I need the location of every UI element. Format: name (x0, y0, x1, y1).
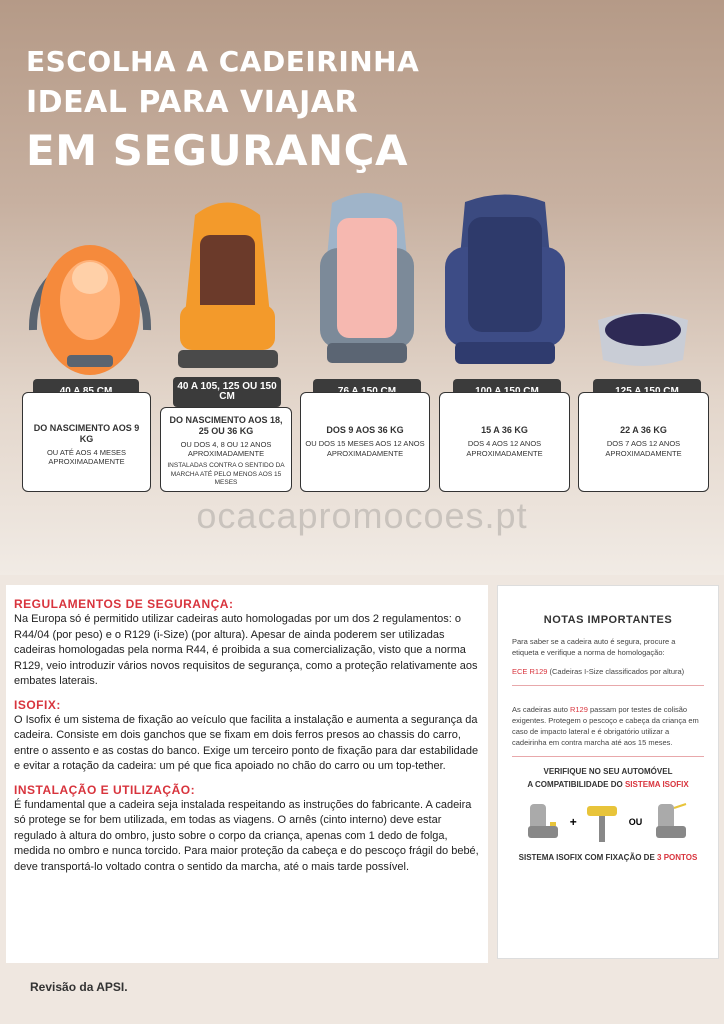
seat-card (578, 392, 709, 492)
isofix-heading-line (512, 778, 704, 791)
seat-card (300, 392, 430, 492)
weight-range: DOS 9 AOS 36 KG (326, 425, 404, 435)
seat-card (160, 407, 292, 492)
seat-card (22, 392, 151, 492)
age-range: OU DOS 4, 8 OU 12 ANOS APROXIMADAMENTE (180, 439, 272, 459)
seat-card (439, 392, 570, 492)
info-box (6, 585, 488, 963)
isofix-highlight: 3 PONTOS (657, 853, 698, 862)
divider (512, 685, 704, 686)
weight-range: DO NASCIMENTO AOS 9 KG (33, 423, 140, 444)
norm-highlight: R129 (569, 705, 588, 714)
notes-text: As cadeiras auto (512, 705, 570, 714)
section-body: Na Europa só é permitido utilizar cadeiras auto homologadas por um dos 2 regulamentos: o R44/04 (por peso) e o R129 (i-Size) (por altura). Apesar de ainda poderem ser utilizadas cadeiras homologadas pela norma R44, é proibida a sua comercialização, visto que a norma R129, veio introduzir vários novos requisitos de segurança, como a proteção relativamente aos embates laterais. (14, 613, 478, 687)
isofix-highlight: SISTEMA ISOFIX (624, 780, 689, 789)
divider (512, 756, 704, 757)
isofix-footer (512, 853, 704, 862)
norm-text: (Cadeiras I-Size classificados por altura) (547, 667, 685, 676)
top-tether-icon (648, 800, 692, 844)
plus-sign: + (569, 815, 577, 829)
age-range: DOS 4 AOS 12 ANOS APROXIMADAMENTE (466, 438, 543, 458)
notes-paragraph (512, 704, 704, 748)
support-leg-icon (583, 800, 623, 844)
group123-seat-illustration (312, 188, 422, 378)
section-heading: ISOFIX: (14, 697, 61, 712)
section-heading: REGULAMENTOS DE SEGURANÇA: (14, 597, 234, 611)
section-heading: INSTALAÇÃO E UTILIZAÇÃO: (14, 782, 196, 797)
convertible-seat-illustration (170, 195, 285, 380)
isofix-text: A COMPATIBILIDADE DO (527, 780, 625, 789)
norm-highlight: ECE R129 (512, 667, 548, 676)
installation-note: INSTALADAS CONTRA O SENTIDO DA MARCHA ATÉ PELO MENOS AOS 15 MESES (167, 462, 285, 486)
page-title (26, 45, 420, 175)
age-range: OU ATÉ AOS 4 MESES APROXIMADAMENTE (46, 447, 127, 467)
notes-title: NOTAS IMPORTANTES (543, 614, 673, 626)
title-line-2: IDEAL PARA VIAJAR (26, 85, 359, 120)
weight-range: 15 A 36 KG (481, 425, 528, 435)
or-label: OU (628, 817, 643, 827)
isofix-diagram (512, 797, 704, 847)
weight-range: 22 A 36 KG (620, 425, 667, 435)
watermark: ocacapromocoes.pt (196, 495, 528, 536)
weight-range: DO NASCIMENTO AOS 18, 25 OU 36 KG (169, 415, 283, 436)
age-range: OU DOS 15 MESES AOS 12 ANOS APROXIMADAMENTE (305, 438, 425, 458)
section-body: É fundamental que a cadeira seja instalada respeitando as instruções do fabricante. A cadeira só protege se for bem utilizada, em todas as viagens. O arnês (cinto interno) deve estar regulado à altura do ombro, justo sobre o corpo da criança, apenas com 1 dedo de folga, medida no ombro e nunca torcido. Para maior proteção da cabeça e do pescoço frágil do bebé, deve transportá-lo voltado contra o sentido da marcha, até o mais tarde possível. (14, 798, 479, 873)
footer-credit: Revisão da APSI. (30, 980, 128, 994)
car-seat-icon (524, 800, 564, 844)
title-line-1: ESCOLHA A CADEIRINHA (26, 45, 420, 78)
isofix-heading (512, 765, 704, 791)
booster-cushion-illustration (593, 300, 693, 375)
notes-paragraph: Para saber se a cadeira auto é segura, procure a etiqueta e verifique a norma de homologação: (512, 637, 676, 657)
infant-carrier-illustration (25, 200, 155, 380)
notes-text: passam por testes de colisão exigentes. Protegem o pescoço e cabeça da criança em caso de impacto lateral e é obrigatório utilizar a cadeirinha em contra marcha até aos 15 meses. (512, 705, 699, 747)
section-body: O Isofix é um sistema de fixação ao veículo que facilita a instalação e aumenta a segurança da cadeira. Consiste em dois ganchos que se fixam em dois ferros presos ao chassis do carro, entre o assento e as costas do banco. Exige um terceiro ponto de fixação para dar estabilidade e evitar a rotação da cadeira: um pé que fica apoiado no chão do carro ou um top-tether. (14, 713, 479, 772)
size-label: 40 A 105, 125 OU 150 CM (173, 377, 281, 407)
booster-highback-illustration (440, 192, 570, 377)
isofix-heading-line: VERIFIQUE NO SEU AUTOMÓVEL (543, 767, 673, 776)
notes-paragraph (512, 666, 704, 677)
title-line-3: EM SEGURANÇA (26, 126, 408, 175)
age-range: DOS 7 AOS 12 ANOS APROXIMADAMENTE (605, 438, 682, 458)
notes-box (497, 585, 719, 959)
isofix-text: SISTEMA ISOFIX COM FIXAÇÃO DE (518, 853, 658, 862)
